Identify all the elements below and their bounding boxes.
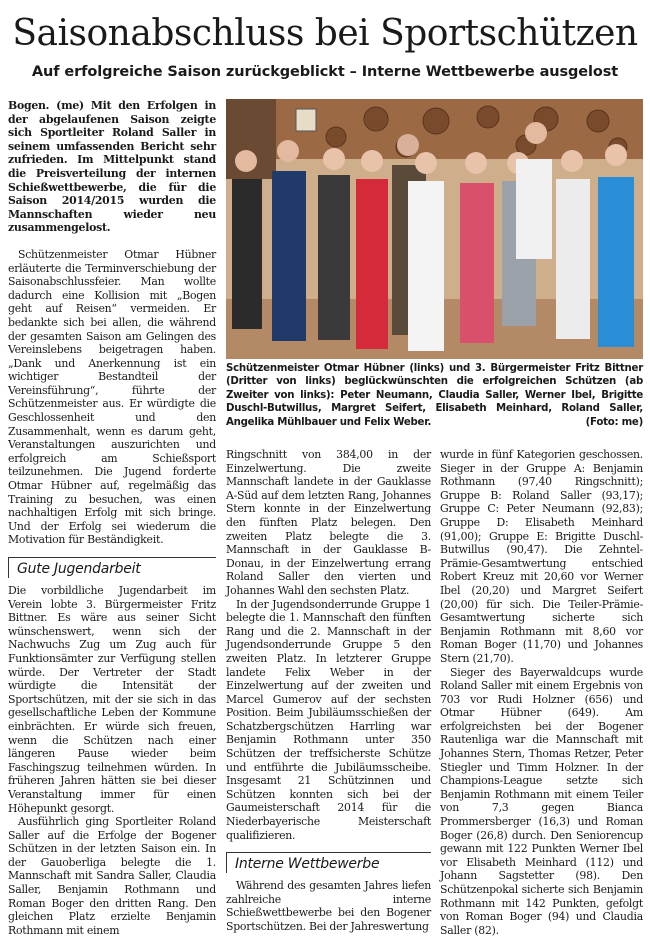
headline: Saisonabschluss bei Sportschützen <box>12 13 638 54</box>
lead-paragraph: Bogen. (me) Mit den Erfolgen in der abgelaufenen Saison zeigte sich Sportleiter Roland Saller in seinem umfassenden Bericht sehr zufrieden. Im Mittelpunkt stand die Preisverteilung der internen Schießwettbewerbe, die für die Saison 2014/2015 wurden die Mannschaften wieder neu zusammengelost. <box>8 99 216 235</box>
body-paragraph: Schützenmeister Otmar Hübner erläuterte die Terminverschiebung der Saisonabschlussfeier. Man wollte dadurch eine Kollision mit „Bogen geht auf Reisen“ vermeiden. Er bedankte sich bei allen, die während der gesamten Saison am Gelingen des Vereinslebens beigetragen haben. „Dank und Anerkennung ist ein wichtiger Bestandteil der Vereinsführung“, führte der Schützenmeister aus. Er würdigte die Geschlossenheit und den Zusammenhalt, wenn es darum geht, Veranstaltungen auszurichten und erfolgreich am Schießsport teilzunehmen. Die Jugend forderte Otmar Hübner auf, regelmäßig das Training zu besuchen, was einen nachhaltigen Erfolg mit sich bringe. Und der Erfolg sei wiederum die Motivation für Beständigkeit. <box>8 247 216 547</box>
body-paragraph: Ausführlich ging Sportleiter Roland Saller auf die Erfolge der Bogener Schützen in der letzten Saison ein. In der Gauoberliga belegte die 1. Mannschaft mit Sandra Saller, Claudia Saller, Benjamin Rothmann und Roman Boger den dritten Rang. Den gleichen Platz erzielte Benjamin Rothmann mit einem <box>8 815 216 937</box>
group-photo-image <box>226 99 643 359</box>
article-column-3 <box>440 448 643 937</box>
group-photo <box>226 99 643 359</box>
body-paragraph: Ringschnitt von 384,00 in der Einzelwertung. Die zweite Mannschaft landete in der Gauklasse A-Süd auf dem letzten Rang, Johannes Stern konnte in der Einzelwertung den fünften Platz belegen. Den zweiten Platz belegte die 3. Mannschaft in der Gauklasse B-Donau, in der Einzelwertung errang Roland Saller den vierten und Johannes Wahl den sechsten Platz. <box>226 448 431 597</box>
body-paragraph: Sieger des Bayerwaldcups wurde Roland Saller mit einem Ergebnis von 703 vor Rudi Holzner (656) und Otmar Hübner (649). Am erfolgreichsten bei der Bogener Rautenliga war die Mannschaft mit Johannes Stern, Thomas Retzer, Peter Stiegler und Timm Holzner. In der Champions-League setzte sich Benjamin Rothmann mit einem Teiler von 7,3 gegen Bianca Prommersberger (16,3) und Roman Boger (26,8) durch. Den Seniorencup gewann mit 122 Punkten Werner Ibel vor Elisabeth Meinhard (112) und Johann Sagstetter (98). Den Schützenpokal sicherte sich Benjamin Rothmann mit 142 Punkten, gefolgt von Roman Boger (94) und Claudia Saller (82). <box>440 665 643 937</box>
article-column-2 <box>226 448 431 934</box>
caption-text: Schützenmeister Otmar Hübner (links) und 3. Bürgermeister Fritz Bittner (Dritter von links) beglückwünschten die erfolgreichen Schützen (ab Zweiter von links): Peter Neumann, Claudia Saller, Werner Ibel, Brigitte Duschl-Butwillus, Margret Seifert, Elisabeth Meinhard, Roland Saller, Angelika Mühlbauer und Felix Weber. <box>226 363 643 428</box>
subheading-jugendarbeit: Gute Jugendarbeit <box>8 557 216 578</box>
photo-caption <box>226 362 643 429</box>
body-paragraph: In der Jugendsonderrunde Gruppe 1 belegte die 1. Mannschaft den fünften Rang und die 2. Mannschaft in der Jugendsonderrunde Gruppe 5 den zweiten Platz. In letzterer Gruppe landete Felix Weber in der Einzelwertung auf der zweiten und Marcel Gumerov auf der sechsten Position. Beim Jubiläumsschießen der Schatzbergschützen Harrling war Benjamin Rothmann unter 350 Schützen der treffsicherste Schütze und entführte die Jubiläumsscheibe. Insgesamt 21 Schützinnen und Schützen konnten sich bei der Gaumeisterschaft 2014 für die Niederbayerische Meisterschaft qualifizieren. <box>226 597 431 842</box>
article-column-1 <box>8 99 216 937</box>
subheading-wettbewerbe: Interne Wettbewerbe <box>226 852 431 873</box>
body-paragraph: Während des gesamten Jahres liefen zahlreiche interne Schießwettbewerbe bei den Bogener Sportschützen. Bei der Jahreswertung <box>226 879 431 933</box>
body-paragraph: wurde in fünf Kategorien geschossen. Sieger in der Gruppe A: Benjamin Rothmann (97,40 Ringschnitt); Gruppe B: Roland Saller (93,17); Gruppe C: Peter Neumann (92,83); Gruppe D: Elisabeth Meinhard (91,00); Gruppe E: Brigitte Duschl-Butwillus (90,47). Die Zehntel-Prämie-Gesamtwertung entschied Robert Kreuz mit 20,60 vor Werner Ibel (20,20) und Margret Seifert (20,00) für sich. Die Teiler-Prämie-Gesamtwertung sicherte sich Benjamin Rothmann mit 8,60 vor Roman Boger (11,70) und Johannes Stern (21,70). <box>440 448 643 665</box>
photo-credit: (Foto: me) <box>585 416 643 428</box>
subheadline: Auf erfolgreiche Saison zurückgeblickt – Interne Wettbewerbe ausgelost <box>31 64 619 80</box>
body-paragraph: Die vorbildliche Jugendarbeit im Verein lobte 3. Bürgermeister Fritz Bittner. Es wäre aus seiner Sicht wünschenswert, wenn sich der Nachwuchs Zug um Zug auch für Funktionsämter zur Verfügung stellen würde. Der Vertreter der Stadt würdigte die Intensität der Sportschützen, mit der sie sich in das gesellschaftliche Leben der Kommune einbrächten. Er würde sich freuen, wenn die Schützen nach einer längeren Pause wieder beim Faschingszug teilnehmen würden. In früheren Jahren hätten sie bei dieser Veranstaltung immer für einen Höhepunkt gesorgt. <box>8 584 216 815</box>
